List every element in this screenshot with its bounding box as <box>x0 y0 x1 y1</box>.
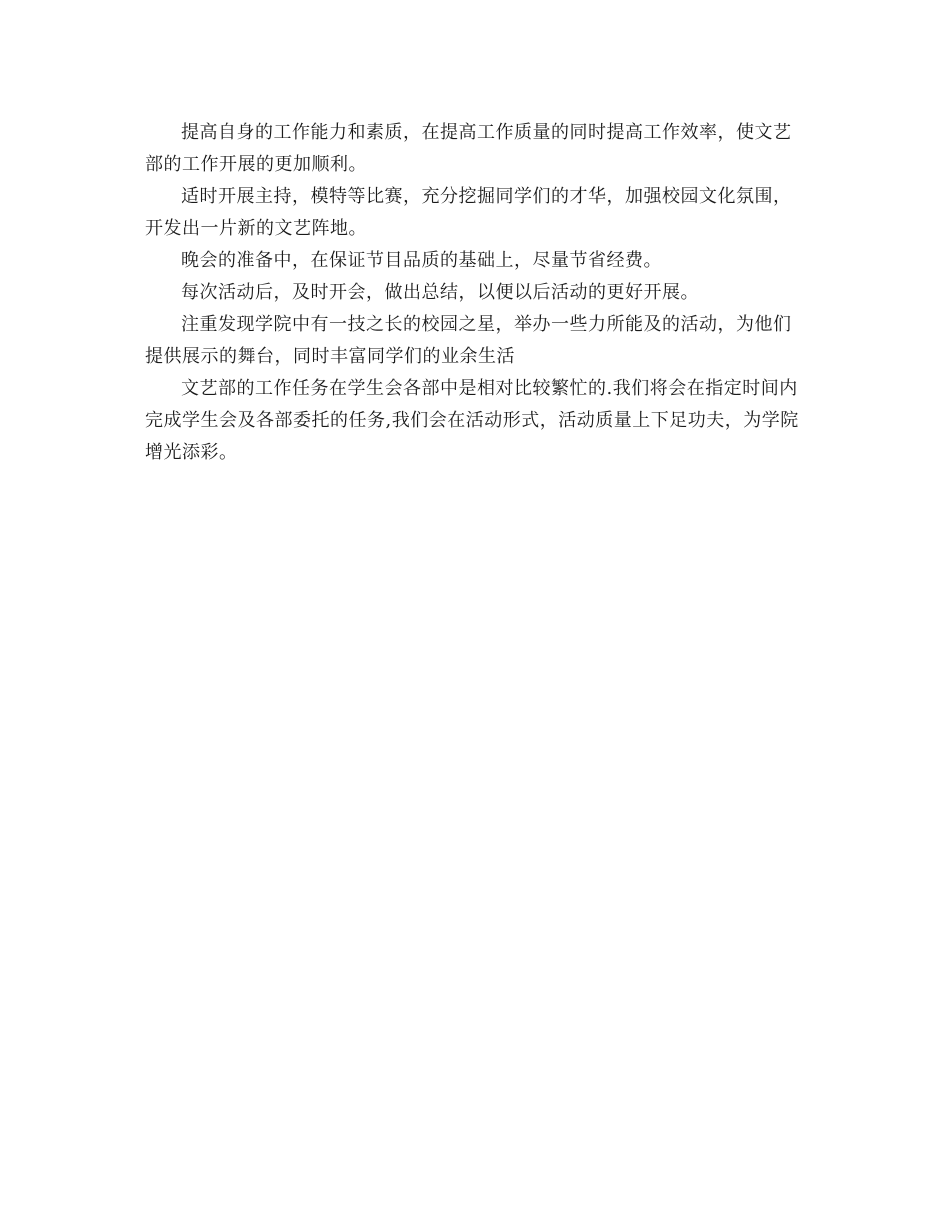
paragraph-6: 文艺部的工作任务在学生会各部中是相对比较繁忙的.我们将会在指定时间内完成学生会及各部委托的任务,我们会在活动形式，活动质量上下足功夫，为学院增光添彩。 <box>145 378 799 463</box>
paragraph-2: 适时开展主持，模特等比赛，充分挖掘同学们的才华，加强校园文化氛围，开发出一片新的文艺阵地。 <box>145 186 792 239</box>
paragraph-5: 注重发现学院中有一技之长的校园之星，举办一些力所能及的活动，为他们提供展示的舞台，同时丰富同学们的业余生活 <box>145 314 792 367</box>
paragraph-3: 晚会的准备中，在保证节目品质的基础上，尽量节省经费。 <box>181 250 662 271</box>
paragraph-4: 每次活动后，及时开会，做出总结，以便以后活动的更好开展。 <box>181 282 699 303</box>
document-body <box>145 117 809 469</box>
paragraph-1: 提高自身的工作能力和素质，在提高工作质量的同时提高工作效率，使文艺部的工作开展的更加顺利。 <box>145 122 792 175</box>
